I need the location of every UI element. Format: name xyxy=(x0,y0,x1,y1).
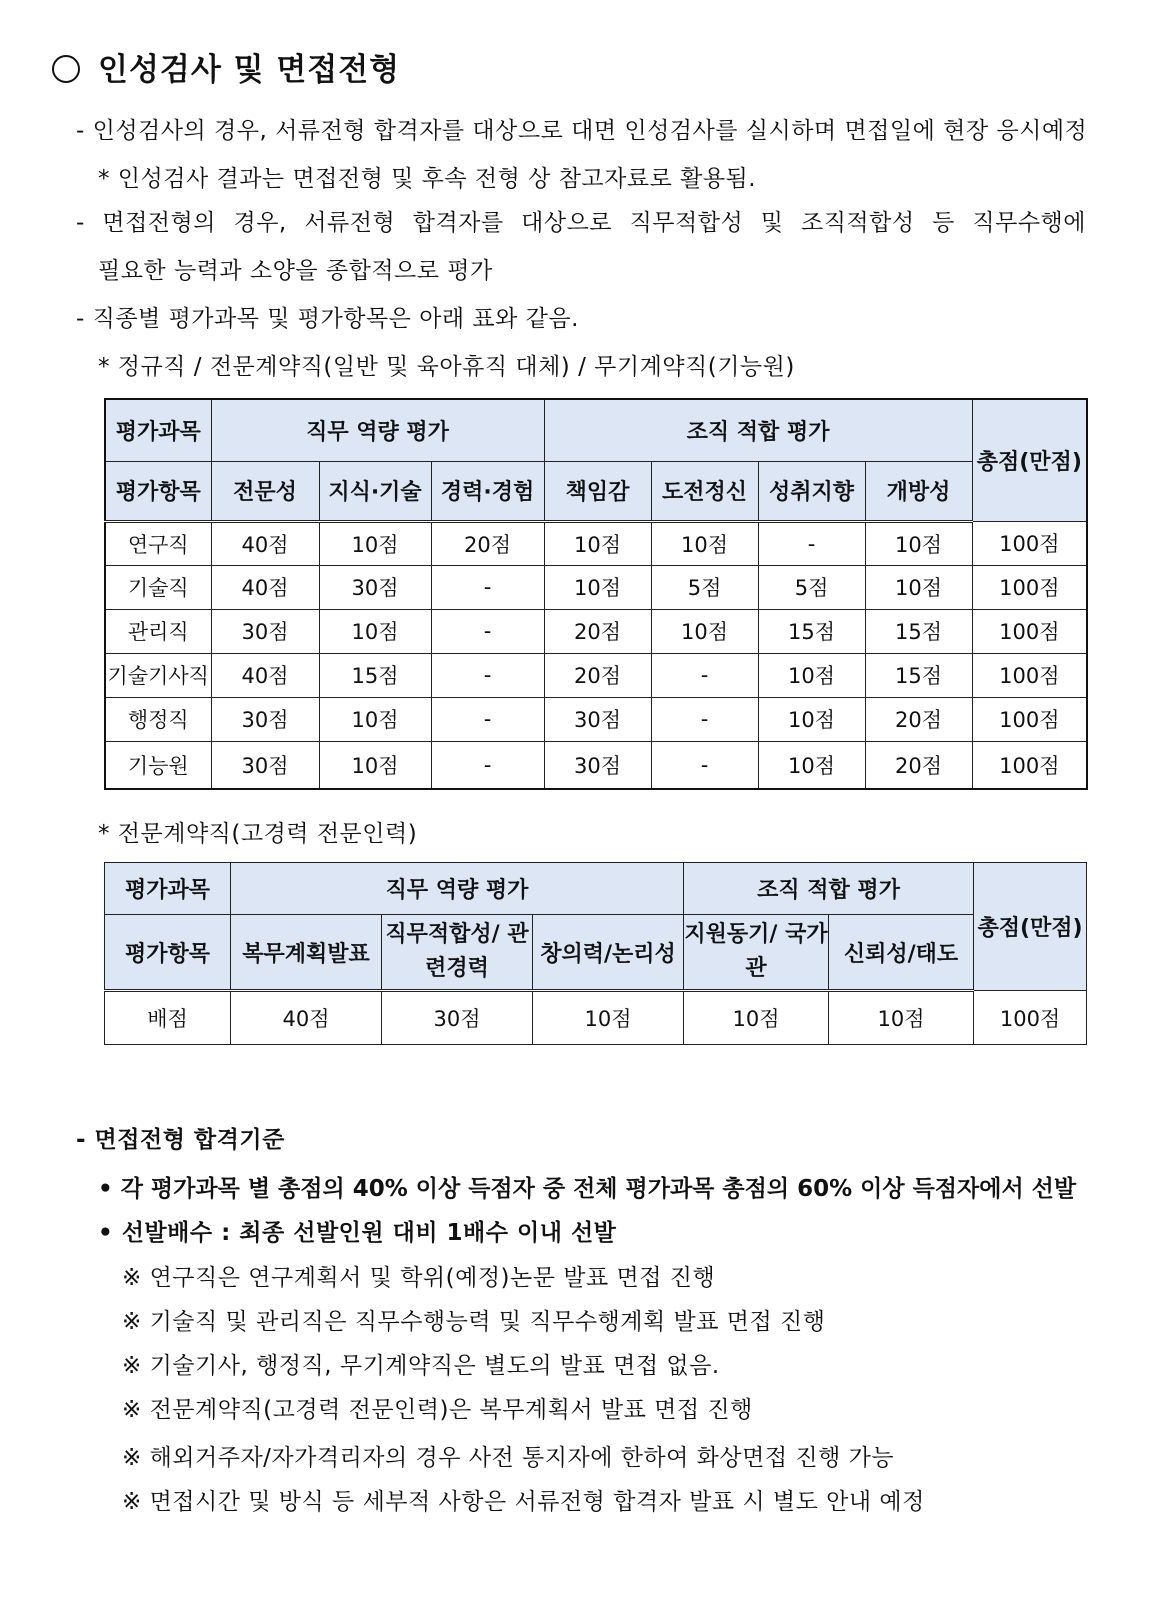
job-name: 연구직 xyxy=(105,521,211,565)
score-cell: 40점 xyxy=(211,565,319,609)
job-competency-header: 직무 역량 평가 xyxy=(211,399,544,461)
criteria-heading: - 면접전형 합격기준 xyxy=(76,1127,285,1153)
org-fit-header: 조직 적합 평가 xyxy=(544,399,972,461)
score-cell: 10점 xyxy=(865,565,972,609)
item-header: 창의력/논리성 xyxy=(533,915,684,991)
intro-line-2: - 면접전형의 경우, 서류전형 합격자를 대상으로 직무적합성 및 조직적합성 등 직무수행에 xyxy=(76,210,1086,236)
score-cell: - xyxy=(758,521,865,565)
item-header: 성취지향 xyxy=(758,461,865,521)
score-cell: 5점 xyxy=(758,565,865,609)
score-cell: 10점 xyxy=(544,521,651,565)
intro-line-3: - 직종별 평가과목 및 평가항목은 아래 표와 같음. xyxy=(76,306,579,332)
item-label: 평가항목 xyxy=(105,461,211,521)
total-header: 총점(만점) xyxy=(972,399,1087,521)
score-cell: 10점 xyxy=(865,521,972,565)
subject-label: 평가과목 xyxy=(105,863,231,915)
item-header: 복무계획발표 xyxy=(231,915,382,991)
intro-line-2-cont: 필요한 능력과 소양을 종합적으로 평가 xyxy=(98,258,493,284)
score-cell: 20점 xyxy=(865,741,972,789)
table-row xyxy=(105,609,1087,653)
score-cell: 10점 xyxy=(533,991,684,1045)
table2-caption: * 전문계약직(고경력 전문인력) xyxy=(98,821,418,847)
score-cell: 10점 xyxy=(544,565,651,609)
score-cell: 10점 xyxy=(651,521,758,565)
total-cell: 100점 xyxy=(972,653,1087,697)
total-cell: 100점 xyxy=(972,565,1087,609)
score-cell: 10점 xyxy=(758,741,865,789)
table-row xyxy=(105,697,1087,741)
score-cell: - xyxy=(651,653,758,697)
score-cell: 15점 xyxy=(319,653,431,697)
score-cell: - xyxy=(431,565,544,609)
score-cell: 30점 xyxy=(211,697,319,741)
score-cell: 30점 xyxy=(382,991,533,1045)
criteria-note: ※ 기술기사, 행정직, 무기계약직은 별도의 발표 면접 없음. xyxy=(122,1353,720,1379)
criteria-bullet-1: • 각 평가과목 별 총점의 40% 이상 득점자 중 전체 평가과목 총점의 60% 이상 득점자에서 선발 xyxy=(98,1176,1077,1202)
score-cell: - xyxy=(651,697,758,741)
intro-line-1: - 인성검사의 경우, 서류전형 합격자를 대상으로 대면 인성검사를 실시하며 면접일에 현장 응시예정 xyxy=(76,118,1088,144)
criteria-note: ※ 연구직은 연구계획서 및 학위(예정)논문 발표 면접 진행 xyxy=(122,1265,716,1291)
total-cell: 100점 xyxy=(972,521,1087,565)
table-row xyxy=(105,521,1087,565)
score-cell: 10점 xyxy=(651,609,758,653)
score-cell: 15점 xyxy=(865,609,972,653)
total-cell: 100점 xyxy=(972,741,1087,789)
score-cell: 30점 xyxy=(544,741,651,789)
criteria-note: ※ 기술직 및 관리직은 직무수행능력 및 직무수행계획 발표 면접 진행 xyxy=(122,1309,826,1335)
item-header: 개방성 xyxy=(865,461,972,521)
circle-bullet-icon xyxy=(52,55,80,83)
score-cell: - xyxy=(431,653,544,697)
score-cell: 30점 xyxy=(319,565,431,609)
score-cell: 10점 xyxy=(319,741,431,789)
table-row xyxy=(105,653,1087,697)
evaluation-table-regular xyxy=(104,398,1088,790)
job-name: 관리직 xyxy=(105,609,211,653)
total-cell: 100점 xyxy=(974,991,1087,1045)
score-cell: 40점 xyxy=(211,653,319,697)
score-cell: 20점 xyxy=(544,609,651,653)
item-header: 직무적합성/ 관련경력 xyxy=(382,915,533,991)
table-row xyxy=(105,565,1087,609)
score-cell: 10점 xyxy=(758,697,865,741)
job-name: 기능원 xyxy=(105,741,211,789)
score-cell: 15점 xyxy=(865,653,972,697)
total-cell: 100점 xyxy=(972,609,1087,653)
score-cell: 20점 xyxy=(544,653,651,697)
score-cell: - xyxy=(651,741,758,789)
score-cell: 10점 xyxy=(319,521,431,565)
score-cell: - xyxy=(431,697,544,741)
row-label: 배점 xyxy=(105,991,231,1045)
score-cell: 30점 xyxy=(211,741,319,789)
score-cell: 10점 xyxy=(319,609,431,653)
criteria-note: ※ 전문계약직(고경력 전문인력)은 복무계획서 발표 면접 진행 xyxy=(122,1397,753,1423)
job-name: 기술기사직 xyxy=(105,653,211,697)
evaluation-table-expert xyxy=(104,862,1087,1045)
job-competency-header: 직무 역량 평가 xyxy=(231,863,684,915)
table1-caption: * 정규직 / 전문계약직(일반 및 육아휴직 대체) / 무기계약직(기능원) xyxy=(98,354,795,380)
total-header: 총점(만점) xyxy=(974,863,1087,991)
score-cell: - xyxy=(431,741,544,789)
score-cell: 10점 xyxy=(319,697,431,741)
item-header: 신뢰성/태도 xyxy=(829,915,974,991)
item-header: 경력·경험 xyxy=(431,461,544,521)
score-cell: 30점 xyxy=(544,697,651,741)
score-cell: 40점 xyxy=(231,991,382,1045)
job-name: 행정직 xyxy=(105,697,211,741)
score-cell: - xyxy=(431,609,544,653)
score-cell: 10점 xyxy=(684,991,829,1045)
subject-label: 평가과목 xyxy=(105,399,211,461)
score-cell: 15점 xyxy=(758,609,865,653)
score-cell: 20점 xyxy=(431,521,544,565)
item-header: 도전정신 xyxy=(651,461,758,521)
table-row xyxy=(105,991,1087,1045)
item-header: 지식·기술 xyxy=(319,461,431,521)
score-cell: 30점 xyxy=(211,609,319,653)
total-cell: 100점 xyxy=(972,697,1087,741)
section-title xyxy=(52,44,400,89)
table-row xyxy=(105,741,1087,789)
item-header: 책임감 xyxy=(544,461,651,521)
score-cell: 40점 xyxy=(211,521,319,565)
criteria-note: ※ 면접시간 및 방식 등 세부적 사항은 서류전형 합격자 발표 시 별도 안내 예정 xyxy=(122,1489,925,1515)
criteria-bullet-2: • 선발배수 : 최종 선발인원 대비 1배수 이내 선발 xyxy=(98,1220,617,1246)
job-name: 기술직 xyxy=(105,565,211,609)
score-cell: 10점 xyxy=(829,991,974,1045)
item-header: 지원동기/ 국가관 xyxy=(684,915,829,991)
intro-note-1: * 인성검사 결과는 면접전형 및 후속 전형 상 참고자료로 활용됨. xyxy=(98,166,757,192)
section-title-text: 인성검사 및 면접전형 xyxy=(98,52,401,88)
score-cell: 20점 xyxy=(865,697,972,741)
org-fit-header: 조직 적합 평가 xyxy=(684,863,974,915)
score-cell: 5점 xyxy=(651,565,758,609)
item-label: 평가항목 xyxy=(105,915,231,991)
criteria-note: ※ 해외거주자/자가격리자의 경우 사전 통지자에 한하여 화상면접 진행 가능 xyxy=(122,1445,895,1471)
item-header: 전문성 xyxy=(211,461,319,521)
score-cell: 10점 xyxy=(758,653,865,697)
